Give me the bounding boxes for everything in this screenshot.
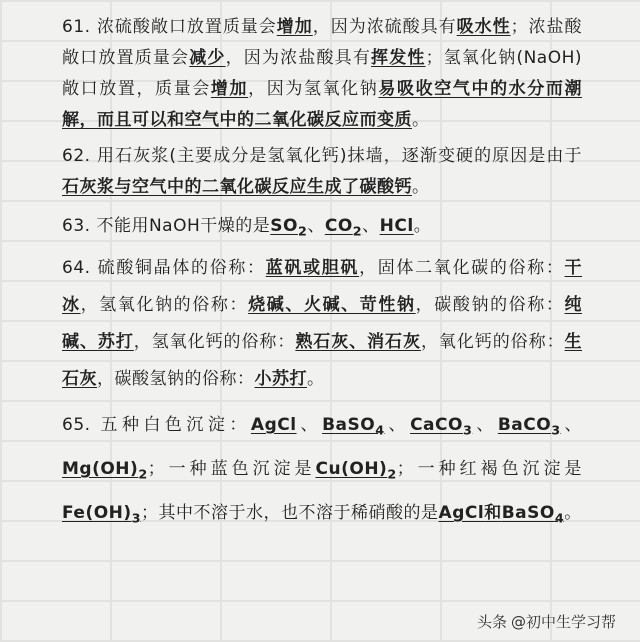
answer: 烧碱、火碱、苛性钠 xyxy=(248,295,416,315)
item-61: 61. 浓硫酸敞口放置质量会增加，因为浓硫酸具有吸水性；浓盐酸敞口放置质量会减少，因为浓盐酸具有挥发性；氢氧化钠(NaOH)敞口放置，质量会增加，因为氢氧化钠易吸收空气中的水分而潮解，而且可以和空气中的二氧化碳反应而变质。 xyxy=(62,17,583,130)
item-63: 63. 不能用NaOH干燥的是$SO_2$、$CO_2$、HCl。 xyxy=(62,216,432,240)
formula: $Fe(OH)_3$ xyxy=(62,503,142,527)
answer: 吸水性 xyxy=(456,17,511,37)
formula: BaCO$_3$ xyxy=(497,415,561,439)
formula: HCl xyxy=(379,216,414,236)
formula: AgCl xyxy=(438,503,485,523)
answer: 蓝矾或胆矾 xyxy=(265,258,360,278)
formula: $SO_2$ xyxy=(270,216,308,240)
answer: 干冰 xyxy=(62,258,583,315)
formula: $Cu(OH)_2$ xyxy=(315,459,397,483)
formula: AgCl xyxy=(250,415,297,435)
formula: $CO_2$ xyxy=(324,216,363,240)
toutiao-logo: 头条 xyxy=(476,613,507,631)
answer: 生石灰 xyxy=(62,332,583,389)
item-number: 63. xyxy=(62,216,91,236)
answer: 纯碱、苏打 xyxy=(62,295,583,352)
item-number: 62. xyxy=(62,146,91,166)
watermark-handle: @初中生学习帮 xyxy=(510,613,616,631)
item-64: 64. 硫酸铜晶体的俗称：蓝矾或胆矾，固体二氧化碳的俗称：干冰，氢氧化钠的俗称：烧碱、火碱、苛性钠，碳酸钠的俗称：纯碱、苏打，氢氧化钙的俗称：熟石灰、消石灰，氧化钙的俗称：生石灰，碳酸氢钠的俗称：小苏打。 xyxy=(62,258,583,389)
item-number: 61. xyxy=(62,17,91,37)
item-number: 64. xyxy=(62,258,91,278)
answer: 增加 xyxy=(276,17,313,37)
answer: 挥发性 xyxy=(371,48,426,68)
answer: 增加 xyxy=(210,79,249,99)
answer: 石灰浆与空气中的二氧化碳反应生成了碳酸钙 xyxy=(62,177,412,197)
document-body xyxy=(62,12,582,540)
formula: BaSO$_4$ xyxy=(322,415,385,439)
item-number: 65. xyxy=(62,415,91,435)
watermark xyxy=(477,611,616,632)
answer: 易吸收空气中的水分而潮解，而且可以和空气中的二氧化碳反应而变质 xyxy=(62,79,583,130)
item-62: 62. 用石灰浆(主要成分是氢氧化钙)抹墙，逐渐变硬的原因是由于石灰浆与空气中的二氧化碳反应生成了碳酸钙。 xyxy=(62,146,583,197)
answer: 小苏打 xyxy=(254,369,307,389)
answer: 熟石灰、消石灰 xyxy=(295,332,421,352)
formula: CaCO$_3$ xyxy=(410,415,473,439)
item-65: 65. 五种白色沉淀：AgCl、BaSO$_4$、CaCO$_3$、BaCO$_3$、$Mg(OH)_2$；一种蓝色沉淀是$Cu(OH)_2$；一种红褐色沉淀是$Fe(OH)_3$；其中不溶于水，也不溶于稀硝酸的是AgCl和BaSO$_4$。 xyxy=(62,415,583,527)
formula: BaSO$_4$ xyxy=(501,503,565,527)
answer: 减少 xyxy=(189,48,226,68)
formula: $Mg(OH)_2$ xyxy=(62,459,148,483)
